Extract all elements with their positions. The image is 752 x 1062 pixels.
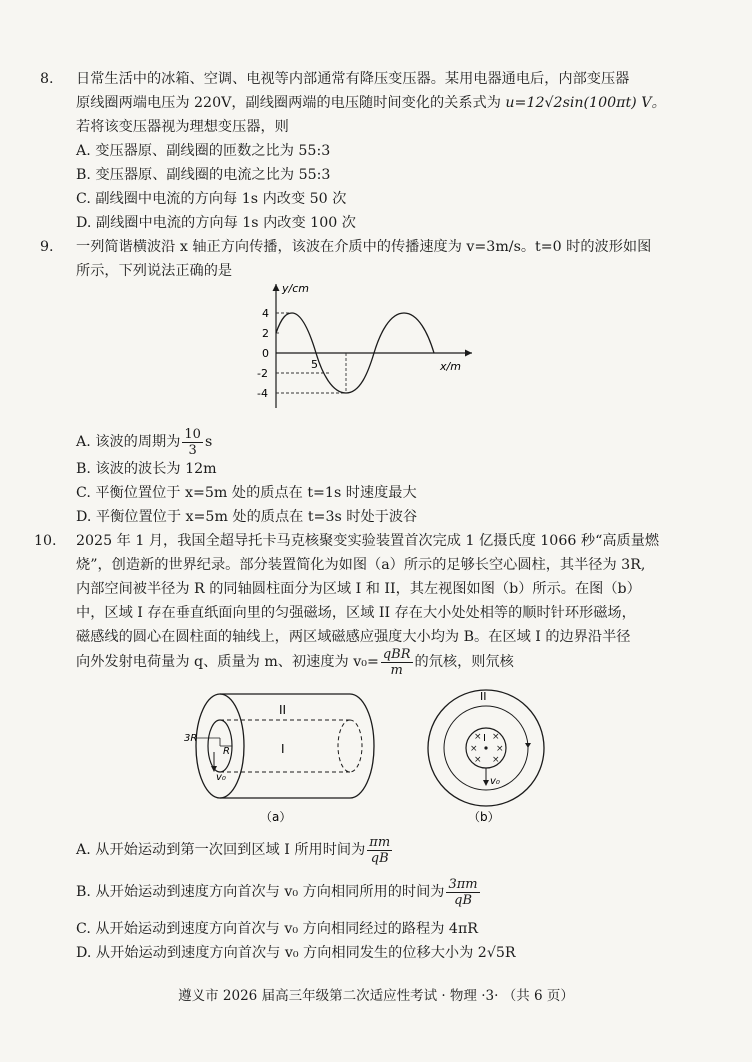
question-10-option-c: C. 从开始运动到速度方向首次与 v₀ 方向相同经过的路程为 4πR [76, 921, 478, 937]
question-10-line-6-text: 向外发射电荷量为 q、质量为 m、初速度为 v₀= [76, 654, 379, 670]
figure-b-region-II: II [480, 690, 487, 703]
figure-b-region-I: I [483, 733, 486, 744]
question-9-line-1: 一列简谐横波沿 x 轴正方向传播，该波在介质中的传播速度为 v=3m/s。t=0 时的波形如图 [76, 239, 652, 255]
figure-a-v0-label: v₀ [216, 772, 226, 783]
svg-text:×: × [474, 755, 482, 765]
question-8-line-1: 日常生活中的冰箱、空调、电视等内部通常有降压变压器。某用电器通电后，内部变压器 [76, 71, 630, 87]
question-10-line-6 [76, 645, 514, 679]
period-numerator: 10 [184, 426, 201, 442]
figure-b-v0-label: v₀ [490, 776, 500, 787]
question-8-line-2-text: 原线圈两端电压为 220V，副线圈两端的电压随时间变化的关系式为 [76, 95, 506, 111]
question-10-number: 10. [34, 533, 57, 549]
wave-graph [250, 278, 480, 418]
question-8-number: 8. [40, 71, 54, 87]
figure-a-region-I: I [281, 742, 285, 756]
option-b-denominator: qB [454, 892, 472, 908]
svg-text:×: × [470, 744, 478, 754]
figure-b-caption: （b） [468, 810, 500, 824]
y-tick-0: 0 [262, 347, 269, 360]
question-9-option-a [76, 425, 212, 459]
y-axis-label: y/cm [282, 282, 309, 295]
question-8-line-3: 若将该变压器视为理想变压器，则 [76, 119, 289, 135]
question-10-option-a [76, 832, 394, 868]
option-a-fraction [367, 835, 392, 866]
svg-text:×: × [496, 744, 504, 754]
y-tick-4: 4 [262, 307, 269, 320]
question-9-line-2: 所示，下列说法正确的是 [76, 263, 233, 279]
page-footer: 遵义市 2026 届高三年级第二次适应性考试 · 物理 ·3· （共 6 页） [178, 988, 574, 1004]
question-10-line-3: 内部空间被半径为 R 的同轴圆柱面分为区域 I 和 II，其左视图如图（b）所示。在图（b） [76, 581, 641, 597]
question-10-option-b-text: B. 从开始运动到速度方向首次与 v₀ 方向相同所用的时间为 [76, 884, 445, 900]
y-tick-2: 2 [262, 327, 269, 340]
v0-numerator: qBR [382, 646, 411, 662]
question-8-option-b: B. 变压器原、副线圈的电流之比为 55:3 [76, 167, 331, 183]
question-8-option-a: A. 变压器原、副线圈的匝数之比为 55:3 [76, 143, 331, 159]
y-tick-neg4: -4 [257, 387, 268, 400]
question-10-line-4: 中，区域 I 存在垂直纸面向里的匀强磁场，区域 II 存在大小处处相等的顺时针环形磁场， [76, 605, 636, 621]
question-10-line-1: 2025 年 1 月，我国全超导托卡马克核聚变实验装置首次完成 1 亿摄氏度 1066 秒“高质量燃 [76, 533, 660, 549]
question-10-line-2: 烧”，创造新的世界纪录。部分装置简化为如图（a）所示的足够长空心圆柱，其半径为 3R, [76, 557, 646, 573]
question-8-option-d: D. 副线圈中电流的方向每 1s 内改变 100 次 [76, 215, 356, 231]
question-9-option-b: B. 该波的波长为 12m [76, 461, 217, 477]
figure-a-region-II: II [279, 703, 287, 717]
figure-a-cylinder [180, 686, 380, 826]
question-8-formula: u=12√2sin(100πt) V。 [505, 95, 666, 111]
figure-a-R-label: R [223, 746, 230, 757]
x-axis-label: x/m [440, 360, 461, 373]
question-8-line-2 [76, 92, 666, 114]
figure-a-3R-label: 3R [184, 733, 198, 744]
y-tick-neg2: -2 [257, 367, 268, 380]
question-10-line-5: 磁感线的圆心在圆柱面的轴线上，两区域磁感应强度大小均为 B。在区域 I 的边界沿半径 [76, 629, 631, 645]
option-b-numerator: 3πm [448, 876, 478, 892]
question-10-option-b [76, 874, 482, 910]
svg-text:×: × [492, 732, 500, 742]
question-9-option-c: C. 平衡位置位于 x=5m 处的质点在 t=1s 时速度最大 [76, 485, 417, 501]
period-fraction [182, 427, 203, 458]
option-a-numerator: πm [369, 834, 391, 850]
question-10-option-d: D. 从开始运动到速度方向首次与 v₀ 方向相同发生的位移大小为 2√5R [76, 945, 516, 961]
v0-denominator: m [390, 662, 403, 678]
x-tick-5: 5 [311, 358, 318, 371]
svg-text:×: × [492, 755, 500, 765]
figure-a-caption: （a） [260, 810, 292, 824]
question-9-option-a-text: A. 该波的周期为 [76, 434, 181, 450]
question-9-number: 9. [40, 239, 54, 255]
v0-fraction [381, 647, 413, 678]
svg-text:×: × [474, 732, 482, 742]
figure-b-cross-section [420, 686, 560, 826]
option-a-denominator: qB [370, 850, 389, 866]
option-b-fraction [446, 877, 479, 908]
question-8-option-c: C. 副线圈中电流的方向每 1s 内改变 50 次 [76, 191, 347, 207]
question-9-option-d: D. 平衡位置位于 x=5m 处的质点在 t=3s 时处于波谷 [76, 509, 418, 525]
period-denominator: 3 [188, 442, 197, 458]
question-10-line-6-end: 的氘核，则氘核 [414, 654, 514, 670]
question-10-option-a-text: A. 从开始运动到第一次回到区域 I 所用时间为 [76, 842, 366, 858]
period-unit: s [204, 434, 213, 450]
